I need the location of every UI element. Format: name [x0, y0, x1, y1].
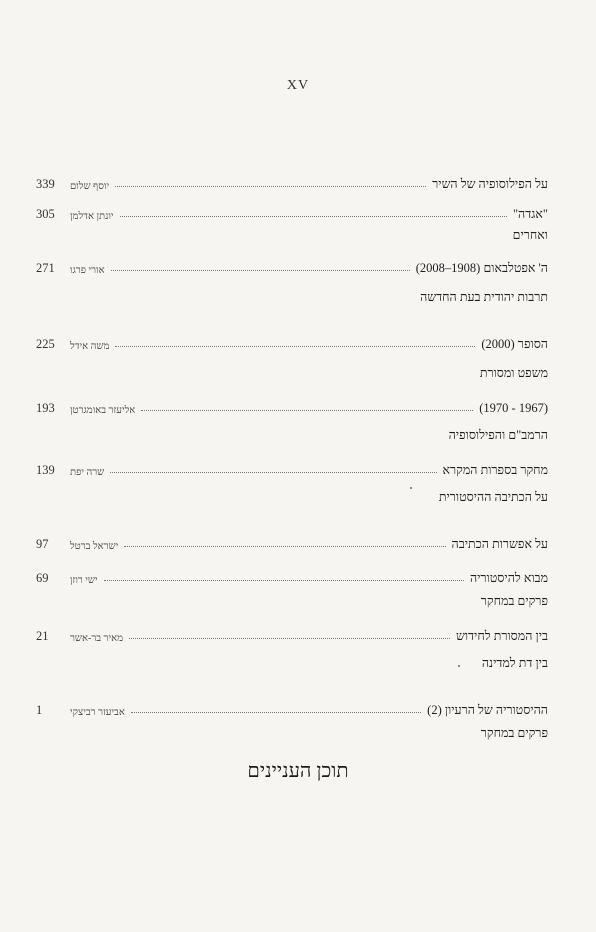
toc-title: הסופר (2000) [481, 337, 548, 351]
toc-page-number: 193 [36, 401, 55, 415]
toc-page-number: 69 [36, 571, 49, 585]
toc-title-continuation: הרמב"ם והפילוסופיה [448, 428, 548, 442]
dot-leader [110, 471, 436, 473]
toc-entry [36, 566, 548, 586]
toc-title: על הפילוסופיה של השיר [432, 177, 548, 191]
toc-entry [36, 202, 548, 222]
toc-title: ה' אפטלבאום (1908–2008) [415, 261, 548, 275]
toc-title: מבוא להיסטוריה [469, 571, 548, 585]
dot-leader [141, 409, 473, 411]
toc-author: משה אידל [70, 341, 110, 352]
dot-leader [120, 215, 507, 217]
toc-title: בין המסורת לחידוש [456, 629, 548, 643]
toc-author: אליעזר באומגרטן [70, 405, 136, 416]
toc-title-continuation: משפט ומסורת [479, 366, 548, 380]
toc-title-continuation: על הכתיבה ההיסטורית [438, 490, 548, 504]
toc-entry [36, 624, 548, 644]
toc-page-number: 271 [36, 261, 55, 275]
dot-leader [115, 345, 475, 347]
dot-leader [129, 637, 450, 639]
dot-leader [124, 545, 445, 547]
toc-entry [36, 532, 548, 552]
toc-page-number: 225 [36, 337, 55, 351]
toc-author: אביעזר רביצקי [70, 707, 125, 718]
toc-title-continuation: פרקים במחקר [480, 726, 548, 740]
toc-entry [36, 332, 548, 352]
toc-title: "אגדה" [512, 207, 548, 221]
toc-title: מחקר בספרות המקרא [442, 463, 548, 477]
toc-author: יוסף שלום [70, 181, 110, 192]
toc-page-number: 1 [36, 703, 43, 717]
toc-author: ישי רוזן [70, 575, 98, 586]
toc-title-continuation: תרבות יהודית בעת החדשה [420, 290, 548, 304]
toc-entry [36, 256, 548, 276]
toc-entry [36, 172, 548, 192]
print-speck [458, 665, 460, 667]
toc-title-continuation: פרקים במחקר [480, 594, 548, 608]
toc-entry [36, 458, 548, 478]
toc-title-continuation: בין דת למדינה [481, 656, 548, 670]
toc-author: מאיר בר-אשר [70, 633, 124, 644]
toc-entry [36, 698, 548, 718]
toc-author: שרה יפת [70, 467, 105, 478]
toc-title-continuation: ואחרים [512, 228, 548, 242]
dot-leader [115, 185, 426, 187]
dot-leader [111, 269, 410, 271]
toc-title: על אפשרות הכתיבה [451, 537, 548, 551]
toc-title: (1970 - 1967) [479, 401, 548, 415]
toc-page-number: 97 [36, 537, 49, 551]
toc-author: אורי פרגו [70, 265, 105, 276]
toc-page-number: 305 [36, 207, 55, 221]
toc-page-number: 139 [36, 463, 55, 477]
toc-author: יונתן אדלמן [70, 211, 114, 222]
dot-leader [104, 579, 464, 581]
toc-author: ישראל ברטל [70, 541, 119, 552]
toc-page-number: 21 [36, 629, 49, 643]
toc-entry [36, 396, 548, 416]
print-speck [410, 487, 412, 489]
dot-leader [131, 711, 421, 713]
toc-page-number: 339 [36, 177, 55, 191]
page-folio: XV [286, 78, 310, 93]
toc-title: (2) ההיסטוריה של הרעיון [427, 703, 548, 717]
section-heading: תוכן העניינים [247, 760, 349, 782]
